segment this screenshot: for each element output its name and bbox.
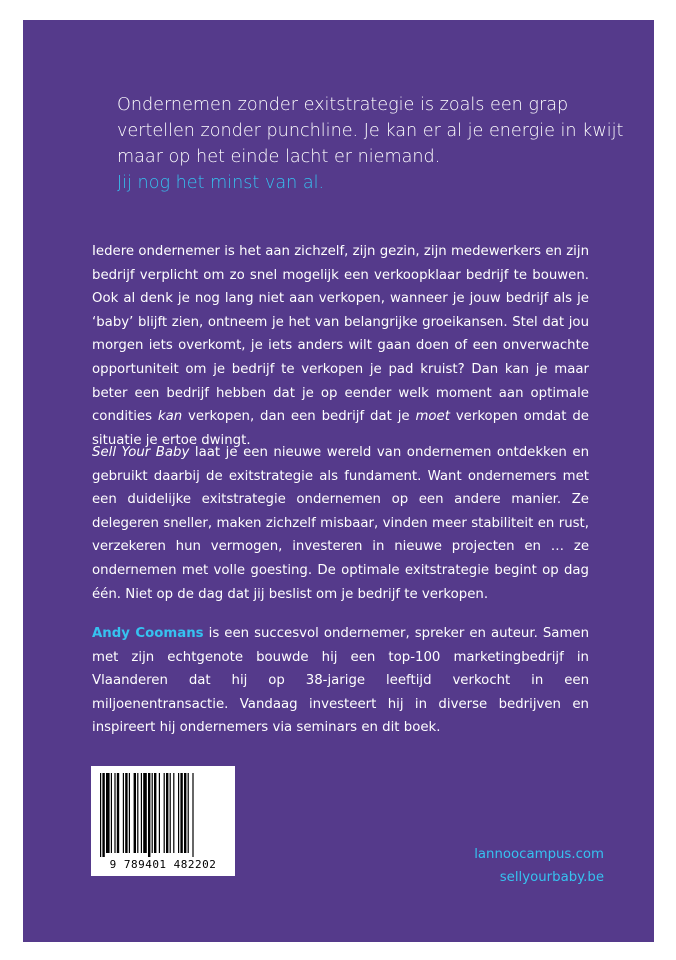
quote-text: Ondernemen zonder exitstrategie is zoals een grap vertellen zonder punchline. Je kan er al je energie in kwijt maar op het einde lacht er niemand. [117,95,624,167]
emphasis-moet: moet [415,409,450,425]
barcode-bar [143,773,147,853]
paragraph-intro-text: Iedere ondernemer is het aan zichzelf, zijn gezin, zijn medewerkers en zijn bedrijf verplicht om zo snel mogelijk een verkoopklaar bedrijf te bouwen. Ook al denk je nog lang niet aan verkopen, wanneer je jouw bedrijf als je ‘baby’ blijft zien, ontneem je het van belangrijke groeikansen. Stel dat jou morgen iets overkomt, je iets anders wilt gaan doen of een onverwachte opportuniteit om je bedrijf te verkopen je pad kruist? Dan kan je maar beter een bedrijf hebben dat je op eender welk moment aan optimale condities [92,244,589,425]
barcode-bar [137,773,138,853]
barcode-bar [100,773,101,857]
barcode-bar [111,773,112,853]
paragraph-book [92,441,589,606]
barcode [91,766,235,876]
barcode-bar [192,773,193,857]
barcode-bar [134,773,136,853]
barcode-bar [148,773,150,857]
barcode-bar [159,773,160,853]
website-link[interactable]: sellyourbaby.be [499,870,604,885]
barcode-bar [117,773,119,853]
barcode-bar [178,773,179,853]
barcode-bar [188,773,189,853]
barcode-bar [106,773,110,853]
barcode-bar [129,773,130,853]
barcode-bar [154,773,156,853]
paragraph-book-text: laat je een nieuwe wereld van ondernemen ontdekken en gebruikt daarbij de exitstrategie als fundament. Want ondernemers met een duidelijke exitstrategie ondernemen op een andere manier. Ze delegeren sneller, maken zichzelf misbaar, vinden meer stabiliteit en rust, verzekeren hun vermogen, investeren in nieuwe projecten en … ze ondernemen met volle goesting. De optimale exitstrategie begint op dag één. Niet op de dag dat jij beslist om je bedrijf te verkopen. [92,445,590,602]
barcode-bars [98,773,228,857]
author-name: Andy Coomans [92,626,204,641]
paragraph-intro [92,240,589,452]
quote-accent: Jij nog het minst van al. [117,173,325,193]
barcode-bar [166,773,168,853]
isbn-number: 9 789401 482202 [109,858,217,871]
barcode-bar [102,773,104,857]
barcode-bar [114,773,115,853]
paragraph-intro-end: verkopen omdat de situatie je ertoe dwingt. [92,409,589,448]
barcode-bar [173,773,174,853]
publisher-link[interactable]: lannoocampus.com [474,847,604,862]
paragraph-author-text: is een succesvol ondernemer, spreker en auteur. Samen met zijn echtgenote bouwde hij een top-100 marketingbedrijf in Vlaanderen dat hij op 38-jarige leeftijd verkocht in een miljoenentransactie. Vandaag investeert hij in diverse bedrijven en inspireert hij ondernemers via seminars en dit boek. [92,626,589,736]
barcode-bar [125,773,127,853]
emphasis-kan: kan [157,409,183,425]
book-title: Sell Your Baby [92,445,190,460]
barcode-bar [152,773,153,853]
barcode-bar [164,773,165,853]
quote-block [117,92,637,196]
barcode-bar [184,773,186,853]
links-block [474,843,604,889]
barcode-bar [123,773,124,853]
paragraph-author [92,622,589,740]
barcode-bar [180,773,182,853]
paragraph-intro-mid: verkopen, dan een bedrijf dat je [182,409,416,425]
barcode-bar [170,773,171,853]
barcode-bar [141,773,142,853]
